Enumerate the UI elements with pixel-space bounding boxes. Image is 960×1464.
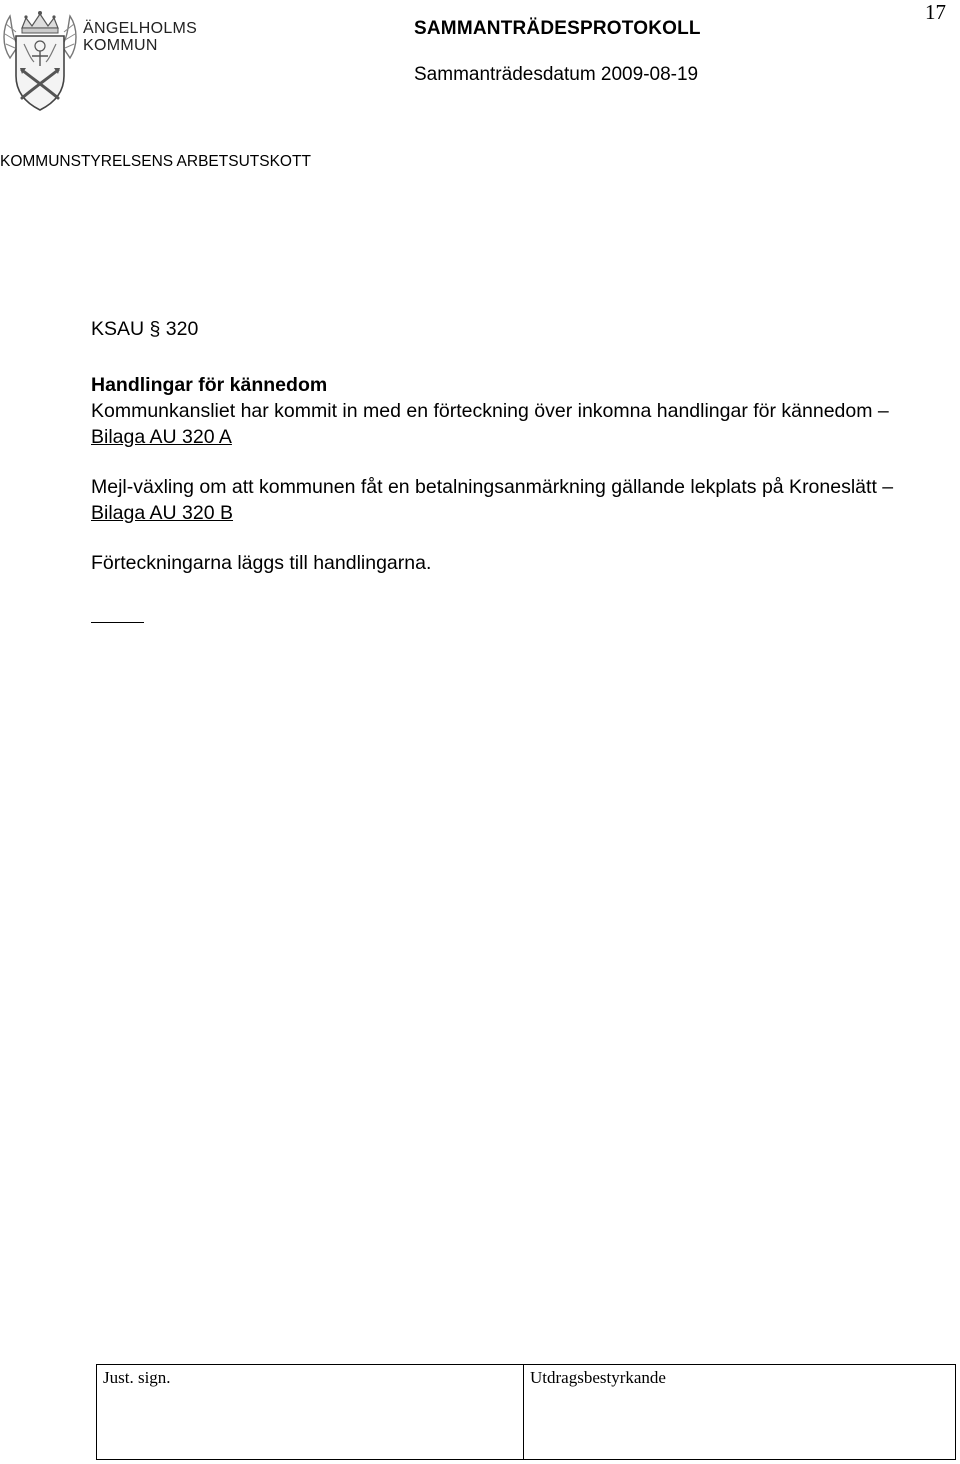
- page-number: 17: [925, 0, 946, 24]
- justering-label: Just. sign.: [103, 1368, 171, 1387]
- coat-of-arms-icon: [0, 6, 80, 114]
- conclusion-paragraph: Förteckningarna läggs till handlingarna.: [91, 552, 432, 574]
- municipality-logo: [0, 6, 198, 116]
- utdrag-cell: [524, 1365, 956, 1460]
- committee-name: KOMMUNSTYRELSENS ARBETSUTSKOTT: [0, 153, 311, 170]
- attachment-link-a[interactable]: Bilaga AU 320 A: [91, 426, 232, 448]
- section-title: Handlingar för kännedom: [91, 374, 328, 396]
- section-content: [91, 316, 931, 623]
- logo-line-2: KOMMUN: [83, 37, 158, 54]
- attachment-link-b[interactable]: Bilaga AU 320 B: [91, 502, 234, 524]
- justering-cell: [97, 1365, 524, 1460]
- paragraph-mejl: [91, 474, 931, 526]
- section-id: KSAU § 320: [91, 318, 199, 340]
- section-end-rule: [91, 622, 144, 623]
- logo-line-1: ÄNGELHOLMS: [83, 20, 198, 37]
- paragraph-handlingar: [91, 398, 931, 450]
- utdrag-label: Utdragsbestyrkande: [530, 1368, 666, 1387]
- document-title: SAMMANTRÄDESPROTOKOLL: [414, 18, 701, 39]
- paragraph-text: Kommunkansliet har kommit in med en förteckning över inkomna handlingar för kännedom –: [91, 400, 889, 422]
- paragraph-text: Mejl-växling om att kommunen fåt en betalningsanmärkning gällande lekplats på Kroneslätt –: [91, 476, 894, 498]
- meeting-date: Sammanträdesdatum 2009-08-19: [414, 64, 699, 85]
- signature-table: [96, 1364, 956, 1460]
